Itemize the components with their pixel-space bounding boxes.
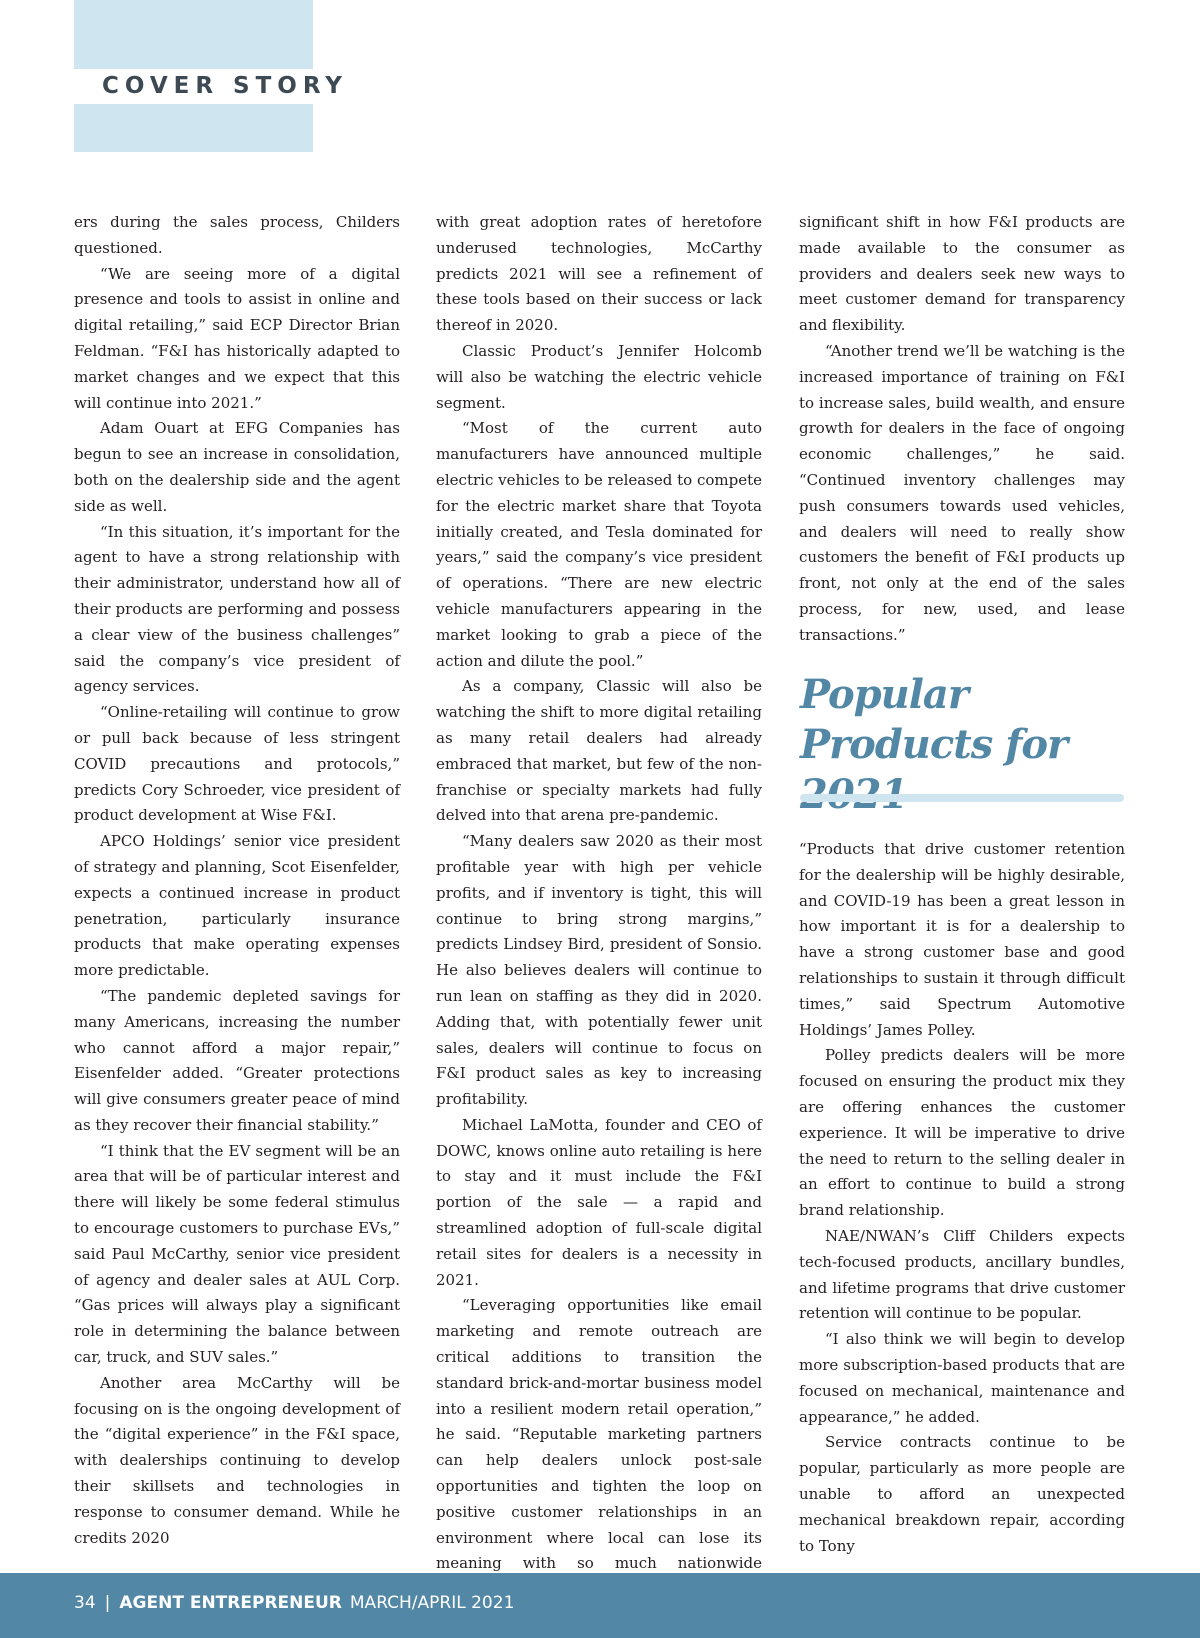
- paragraph: “Many dealers saw 2020 as their most profitable year with high per vehicle profits, and if inventory is tight, this will continue to bring strong margins,” predicts Lindsey Bird, president of Sonsio. He also believes dealers will continue to run lean on staffing as they did in 2020. Adding that, with potentially fewer unit sales, dealers will continue to focus on F&I product sales as key to increasing profitability.: [436, 832, 762, 1109]
- subsection-heading-line-2: Products for: [800, 721, 1068, 768]
- page-footer: [0, 1573, 1200, 1638]
- footer-separator: |: [104, 1593, 111, 1613]
- column-3-bottom-text: [799, 837, 1125, 1559]
- column-3-top-text: [799, 210, 1125, 649]
- paragraph: significant shift in how F&I products are made available to the consumer as providers and dealers seek new ways to meet customer demand for transparency and flexibility.: [799, 213, 1125, 335]
- paragraph: “We are seeing more of a digital presence and tools to assist in online and digital retailing,” said ECP Director Brian Feldman. “F&I has historically adapted to market changes and we expect that this will continue into 2021.”: [74, 264, 400, 412]
- paragraph: “Products that drive customer retention for the dealership will be highly desirable, and COVID-19 has been a great lesson in how important it is for a dealership to have a strong customer base and good relationships to sustain it through difficult times,” said Spectrum Automotive Holdings’ James Polley.: [799, 840, 1125, 1039]
- paragraph: “The pandemic depleted savings for many Americans, increasing the number who cannot afford a major repair,” Eisenfelder added. “Greater protections will give consumers greater peace of mind as they recover their financial stability.”: [74, 986, 400, 1134]
- issue-date: MARCH/APRIL 2021: [349, 1593, 515, 1613]
- paragraph: ers during the sales process, Childers questioned.: [74, 213, 400, 257]
- paragraph: “Most of the current auto manufacturers have announced multiple electric vehicles to be released to compete for the electric market share that Toyota initially created, and Tesla dominated for years,” said the company’s vice president of operations. “There are new electric vehicle manufacturers appearing in the market looking to grab a piece of the action and dilute the pool.”: [436, 419, 763, 670]
- paragraph: Another area McCarthy will be focusing on is the ongoing development of the “digital experience” in the F&I space, with dealerships continuing to develop their skillsets and technologies in response to consumer demand. While he credits 2020: [74, 1373, 400, 1547]
- footer-folio: [74, 1591, 514, 1615]
- paragraph: Michael LaMotta, founder and CEO of DOWC, knows online auto retailing is here to stay and it must include the F&I portion of the sale — a rapid and streamlined adoption of full-scale digital retail sites for dealers is a necessity in 2021.: [436, 1115, 762, 1289]
- section-header-block: [74, 0, 348, 152]
- paragraph: “Online-retailing will continue to grow or pull back because of less stringent COVID precautions and protocols,” predicts Cory Schroeder, vice president of product development at Wise F&I.: [74, 703, 400, 825]
- paragraph: “I think that the EV segment will be an area that will be of particular interest and there will likely be some federal stimulus to encourage customers to purchase EVs,” said Paul McCarthy, senior vice president of agency and dealer sales at AUL Corp. “Gas prices will always play a significant role in determining the balance between car, truck, and SUV sales.”: [74, 1141, 400, 1367]
- paragraph: “In this situation, it’s important for the agent to have a strong relationship with their administrator, understand how all of their products are performing and possess a clear view of the business challenges” said the company’s vice president of agency services.: [74, 522, 400, 696]
- paragraph: “Another trend we’ll be watching is the increased importance of training on F&I to increase sales, build wealth, and ensure growth for dealers in the face of ongoing economic challenges,” he said. “Continued inventory challenges may push consumers towards used vehicles, and dealers will need to really show customers the benefit of F&I products up front, not only at the end of the sales process, for new, used, and lease transactions.”: [799, 341, 1125, 644]
- article-column-1: [74, 210, 400, 1551]
- subsection-heading-line-1: Popular: [800, 671, 968, 718]
- magazine-name: AGENT ENTREPRENEUR: [119, 1593, 342, 1613]
- paragraph: APCO Holdings’ senior vice president of strategy and planning, Scot Eisenfelder, expects a continued increase in product penetration, particularly insurance products that make operating expenses more predictable.: [74, 832, 400, 980]
- paragraph: “I also think we will begin to develop more subscription-based products that are focused on mechanical, maintenance and appearance,” he added.: [799, 1330, 1125, 1426]
- paragraph: NAE/NWAN’s Cliff Childers expects tech-focused products, ancillary bundles, and lifetime programs that drive customer retention will continue to be popular.: [799, 1226, 1125, 1323]
- paragraph: Service contracts continue to be popular, particularly as more people are unable to afford an unexpected mechanical breakdown repair, according to Tony: [799, 1433, 1125, 1555]
- paragraph: As a company, Classic will also be watching the shift to more digital retailing as many retail dealers had already embraced that market, but few of the non-franchise or specialty markets had fully delved into that arena pre-pandemic.: [436, 677, 762, 825]
- article-column-2: [436, 210, 762, 1629]
- page-number: 34: [74, 1593, 96, 1613]
- paragraph: Classic Product’s Jennifer Holcomb will also be watching the electric vehicle segment.: [436, 341, 762, 412]
- heading-underline-rule: [800, 794, 1124, 802]
- paragraph: with great adoption rates of heretofore underused technologies, McCarthy predicts 2021 will see a refinement of these tools based on their success or lack thereof in 2020.: [436, 213, 762, 335]
- paragraph: Polley predicts dealers will be more focused on ensuring the product mix they are offering enhances the customer experience. It will be imperative to drive the need to return to the selling dealer in an effort to continue to build a strong brand relationship.: [799, 1046, 1125, 1220]
- section-label-strip: [74, 69, 348, 104]
- paragraph: Adam Ouart at EFG Companies has begun to see an increase in consolidation, both on the dealership side and the agent side as well.: [74, 419, 400, 515]
- section-label: COVER STORY: [102, 73, 348, 99]
- paragraph: “Leveraging opportunities like email marketing and remote outreach are critical additions to transition the standard brick-and-mortar business model into a resilient modern retail operation,” he said. “Reputable marketing partners can help dealers unlock post-sale opportunities and tighten the loop on positive customer relationships in an environment where local can lose its meaning with so much nationwide: [436, 1296, 762, 1573]
